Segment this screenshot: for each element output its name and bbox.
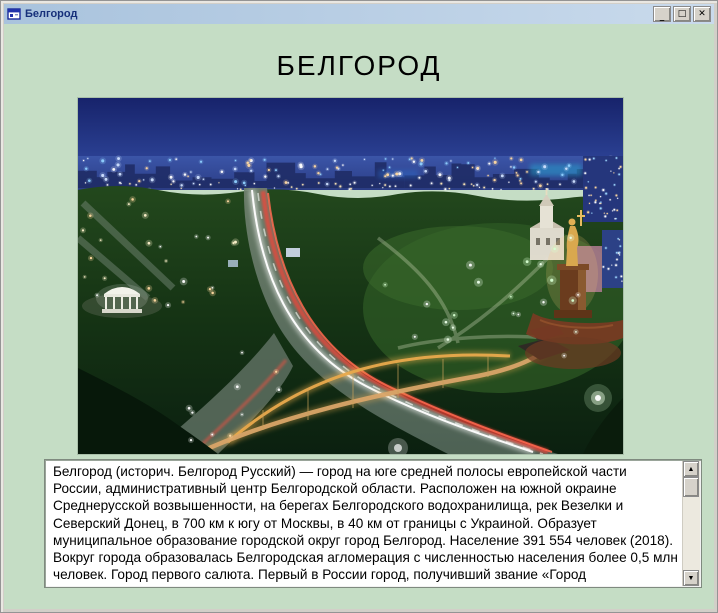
page-title: БЕЛГОРОД bbox=[276, 50, 442, 81]
scroll-up-button[interactable] bbox=[683, 461, 699, 477]
minimize-button[interactable] bbox=[653, 6, 671, 22]
article-textbox[interactable] bbox=[44, 459, 702, 588]
maximize-icon: □ bbox=[677, 8, 687, 19]
maximize-button[interactable] bbox=[673, 6, 691, 22]
scroll-down-button[interactable] bbox=[683, 570, 699, 586]
close-icon: ✕ bbox=[698, 8, 706, 19]
scroll-up-icon: ▲ bbox=[687, 465, 695, 473]
vertical-scrollbar[interactable] bbox=[682, 461, 700, 586]
close-button[interactable] bbox=[693, 6, 711, 22]
city-photo-art bbox=[78, 98, 623, 454]
client-area bbox=[4, 24, 714, 609]
scrollbar-thumb[interactable] bbox=[683, 477, 699, 497]
app-icon bbox=[7, 7, 21, 21]
belgorod-night-photo bbox=[78, 98, 623, 454]
window-title: Белгород bbox=[25, 8, 78, 20]
titlebar[interactable] bbox=[4, 4, 714, 24]
minimize-icon: _ bbox=[659, 11, 665, 22]
article-text: Белгород (историч. Белгород Русский) — город на юге средней полосы европейской части России, административный центр Белгородской области. Расположен на южной окраине Среднерусской возвышенности, на берегах Белгородского водохранилища, рек Везелки и Северский Донец, в 700 км к югу от Москвы, в 40 км от границы с Украиной. Образует муниципальное образование городской округ город Белгород. Население 391 554 человек (2018). Вокруг города образовалась Белгородская агломерация с численностью населения более 0,5 млн человек. Город первого салюта. Первый в России город, получивший звание «Город bbox=[53, 464, 678, 583]
scroll-down-icon: ▼ bbox=[687, 574, 695, 582]
